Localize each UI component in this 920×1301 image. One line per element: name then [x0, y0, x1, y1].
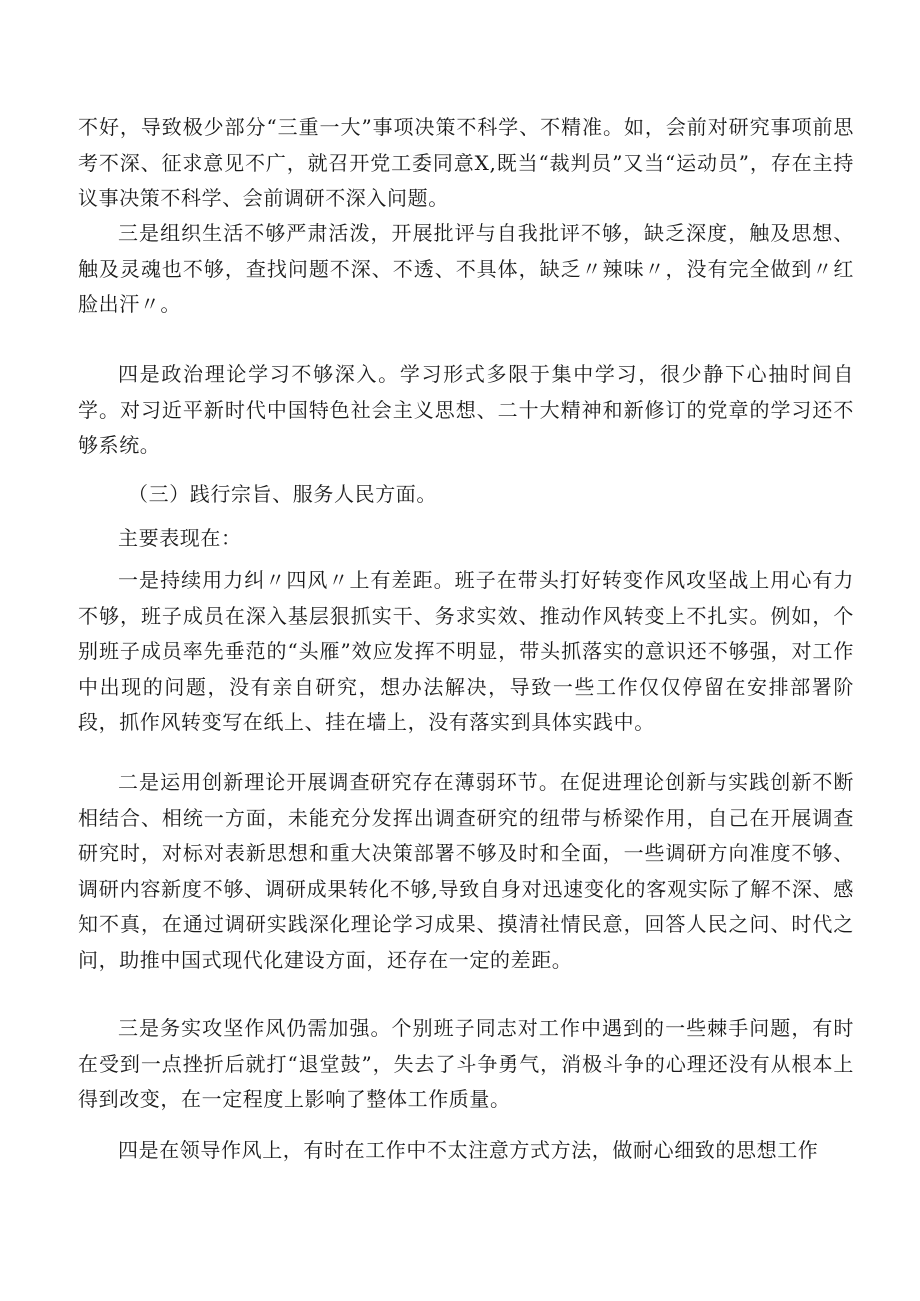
paragraph-political-study: 四是政治理论学习不够深入。学习形式多限于集中学习，很少静下心抽时间自学。对习近平新时代中国特色社会主义思想、二十大精神和新修订的党章的学习还不够系统。: [78, 362, 854, 457]
paragraph-organizational-life: 三是组织生活不够严肃活泼，开展批评与自我批评不够，缺乏深度，触及思想、触及灵魂也不够，查找问题不深、不透、不具体，缺乏〃辣味〃，没有完全做到〃红脸出汗〃。: [78, 221, 854, 316]
section-heading: （三）践行宗旨、服务人民方面。: [128, 482, 437, 506]
paragraph-pragmatic: 三是务实攻坚作风仍需加强。个别班子同志对工作中遇到的一些棘手问题，有时在受到一点挫折后就打“退堂鼓”，失去了斗争勇气，消极斗争的心理还没有从根本上得到改变，在一定程度上影响了整体工作质量。: [78, 1016, 854, 1111]
paragraph-four-styles: 一是持续用力纠〃四风〃上有差距。班子在带头打好转变作风攻坚战上用心有力不够，班子成员在深入基层狠抓实干、务求实效、推动作风转变上不扎实。例如，个别班子成员率先垂范的“头雁”效应发挥不明显，带头抓落实的意识还不够强，对工作中出现的问题，没有亲自研究，想办法解决，导致一些工作仅仅停留在安排部署阶段，抓作风转变写在纸上、挂在墙上，没有落实到具体实践中。: [78, 568, 854, 734]
paragraph-research: 二是运用创新理论开展调查研究存在薄弱环节。在促进理论创新与实践创新不断相结合、相统一方面，未能充分发挥出调查研究的纽带与桥梁作用，自己在开展调查研究时，对标对表新思想和重大决策部署不够及时和全面，一些调研方向准度不够、调研内容新度不够、调研成果转化不够,导致自身对迅速变化的客观实际了解不深、感知不真，在通过调研实践深化理论学习成果、摸清社情民意，回答人民之问、时代之问，助推中国式现代化建设方面，还存在一定的差距。: [78, 770, 854, 972]
paragraph-continuation: 不好，导致极少部分“三重一大”事项决策不科学、不精准。如，会前对研究事项前思考不深、征求意见不广，就召开党工委同意X,既当“裁判员”又当“运动员”，存在主持议事决策不科学、会前调研不深入问题。: [78, 115, 854, 210]
paragraph-leadership-style: 四是在领导作风上，有时在工作中不太注意方式方法，做耐心细致的思想工作: [118, 1138, 819, 1162]
paragraph-main-points: 主要表现在：: [118, 526, 242, 550]
